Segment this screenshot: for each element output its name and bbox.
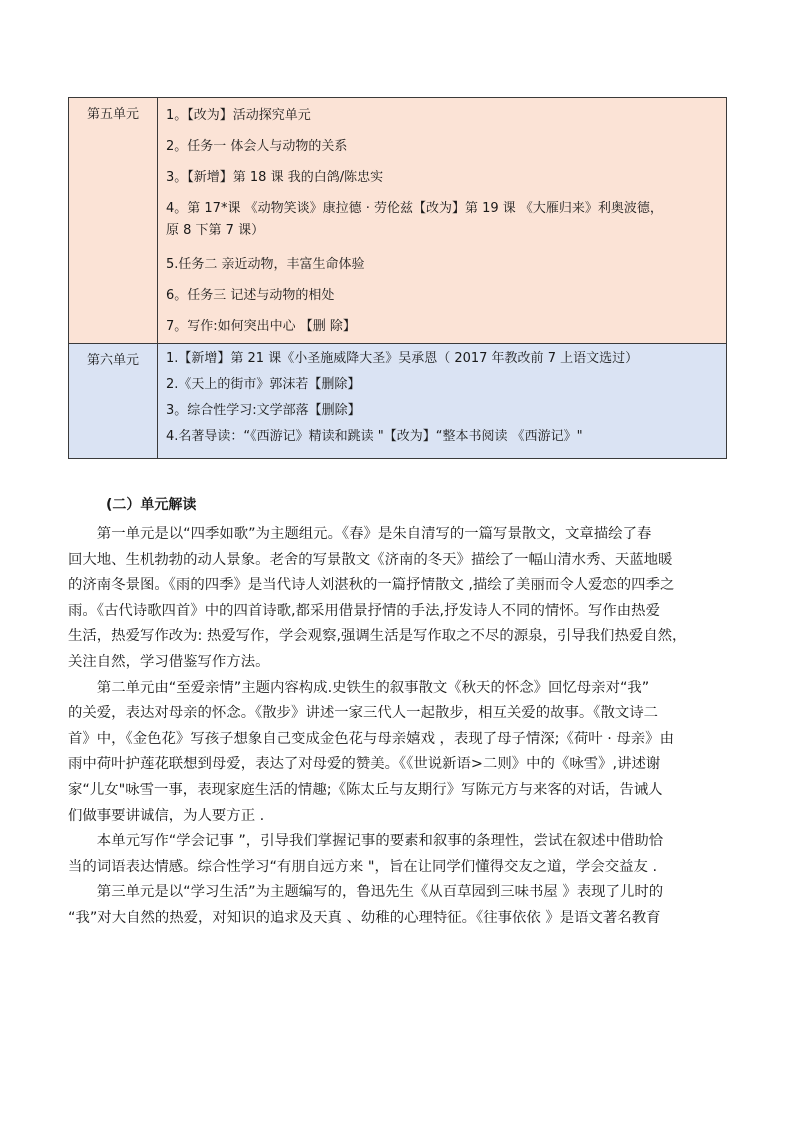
table-row-unit-6 xyxy=(69,344,727,459)
unit-label: 第六单元 xyxy=(69,344,158,459)
change-item: 4.名著导读：“《西游记》精读和跳读 "【改为】“整本书阅读 《西游记》" xyxy=(166,429,583,444)
paragraph-unit-1 xyxy=(68,522,728,676)
curriculum-change-table xyxy=(68,97,727,459)
text-line: 回大地、生机勃勃的动人景象。老舍的写景散文《济南的冬天》描绘了一幅山清水秀、天蓝地暖 xyxy=(68,551,673,568)
unit-changes xyxy=(158,344,727,459)
text-line: 的关爱，表达对母亲的怀念。《散步》讲述一家三代人一起散步，相互关爱的故事。《散文诗二 xyxy=(68,705,659,722)
change-item: 2.《天上的街市》郭沫若【删除】 xyxy=(166,377,361,392)
change-item: 3。【新增】第 18 课 我的白鸽/陈忠实 xyxy=(166,170,384,185)
paragraph-unit-2-writing xyxy=(68,829,728,880)
unit-interpretation-section xyxy=(68,493,728,932)
text-line: 生活，热爱写作改为: 热爱写作，学会观察,强调生活是写作取之不尽的源泉，引导我们热爱自然， xyxy=(68,628,687,645)
change-item: 1.【新增】第 21 课《小圣施威降大圣》吴承恩（ 2017 年教改前 7 上语文选过） xyxy=(166,351,639,366)
text-line: 本单元写作“学会记事 ”，引导我们掌握记事的要素和叙事的条理性，尝试在叙述中借助恰 xyxy=(96,833,664,850)
text-line: 首》中，《金色花》写孩子想象自己变成金色花与母亲嬉戏 ，表现了母子情深;《荷叶 · 母亲》由 xyxy=(68,730,674,747)
text-line: 第一单元是以“四季如歌”为主题组元。《春》是朱自清写的一篇写景散文，文章描绘了春 xyxy=(96,526,652,542)
paragraph-unit-3 xyxy=(68,880,728,931)
change-item: 6。任务三 记述与动物的相处 xyxy=(166,288,335,303)
paragraph-unit-2 xyxy=(68,676,728,830)
text-line: 第三单元是以“学习生活”为主题编写的，鲁迅先生《从百草园到三味书屋 》表现了儿时的 xyxy=(96,884,664,901)
text-line: 们做事要讲诚信，为人要方正 . xyxy=(68,807,265,824)
change-item: 2。任务一 体会人与动物的关系 xyxy=(166,139,348,154)
text-line: 雨。《古代诗歌四首》中的四首诗歌,都采用借景抒情的手法,抒发诗人不同的情怀。写作由热爱 xyxy=(68,602,660,619)
change-item: 1。【改为】活动探究单元 xyxy=(166,108,311,123)
text-line: “我”对大自然的热爱，对知识的追求及天真 、幼稚的心理特征。《往事依依 》是语文著名教育 xyxy=(68,909,661,926)
section-heading: (二）单元解读 xyxy=(106,497,197,513)
unit-label: 第五单元 xyxy=(69,98,158,344)
table-row-unit-5 xyxy=(69,98,727,344)
unit-changes xyxy=(158,98,727,344)
text-line: 的济南冬景图。《雨的四季》是当代诗人刘湛秋的一篇抒情散文 ,描绘了美丽而令人爱恋的四季之 xyxy=(68,577,675,594)
change-item-continued: 原 8 下第 7 课） xyxy=(166,223,265,238)
text-line: 家“儿女"咏雪一事，表现家庭生活的情趣;《陈太丘与友期行》写陈元方与来客的对话，告诫人 xyxy=(68,781,663,798)
change-item: 7。写作:如何突出中心 【删 除】 xyxy=(166,319,356,334)
text-line: 第二单元由“至爱亲情”主题内容构成.史铁生的叙事散文《秋天的怀念》回忆母亲对“我” xyxy=(96,679,650,696)
change-item: 3。综合性学习:文学部落【删除】 xyxy=(166,403,361,418)
text-line: 雨中荷叶护莲花联想到母爱，表达了对母爱的赞美。《《世说新语>二则》中的《咏雪》,讲述谢 xyxy=(68,756,661,773)
text-line: 当的词语表达情感。综合性学习“有朋自远方来 "，旨在让同学们懂得交友之道，学会交益友 . xyxy=(68,858,658,875)
change-item: 4。第 17*课 《动物笑谈》康拉德 · 劳伦兹【改为】第 19 课 《大雁归来》利奥波德， xyxy=(166,201,663,216)
change-item: 5.任务二 亲近动物，丰富生命体验 xyxy=(166,257,365,272)
text-line: 关注自然，学习借鉴写作方法。 xyxy=(68,653,270,670)
